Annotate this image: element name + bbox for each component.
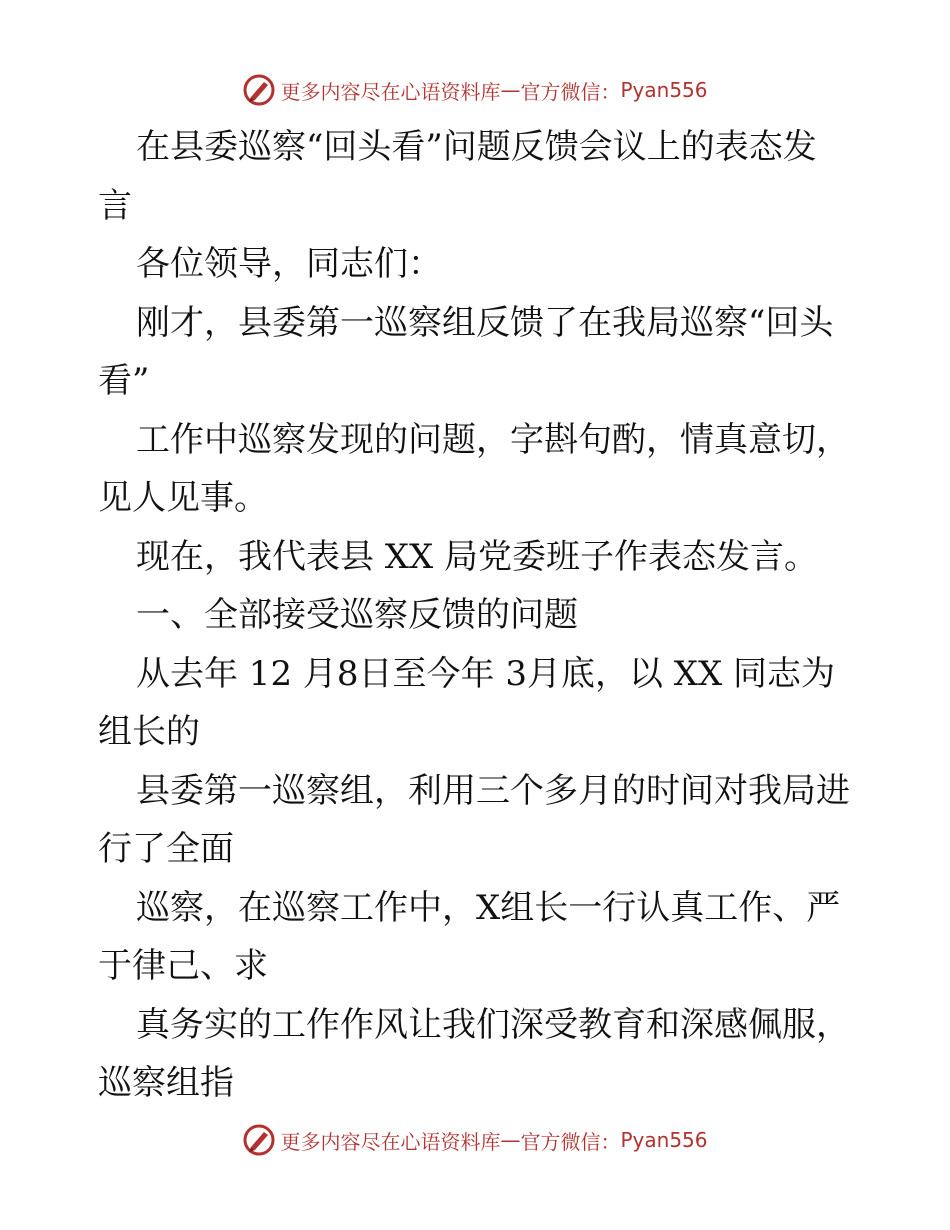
watermark-wechat-label: 官方微信： bbox=[520, 79, 621, 104]
footer-watermark bbox=[0, 1120, 950, 1160]
paragraph-line: 组长的 bbox=[98, 712, 200, 752]
paragraph-line: 于律己、求 bbox=[98, 946, 268, 986]
salutation: 各位领导，同志们： bbox=[136, 244, 442, 284]
pen-logo-icon bbox=[242, 1123, 276, 1157]
paragraph-line: 行了全面 bbox=[98, 829, 234, 869]
document-title-line-1: 在县委巡察“回头看”问题反馈会议上的表态发 bbox=[136, 127, 817, 167]
watermark-label: 更多内容尽在心语资料库 bbox=[280, 79, 501, 104]
watermark-separator: — bbox=[500, 78, 521, 102]
paragraph-line: 见人见事。 bbox=[98, 478, 268, 518]
paragraph-line: 巡察组指 bbox=[98, 1063, 234, 1103]
paragraph-line: 县委第一巡察组，利用三个多月的时间对我局进 bbox=[136, 770, 850, 811]
paragraph-line: 现在，我代表县 XX 局党委班子作表态发言。 bbox=[136, 536, 819, 577]
paragraph-line: 看” bbox=[98, 361, 150, 401]
watermark-separator: — bbox=[500, 1128, 521, 1152]
header-watermark bbox=[0, 70, 950, 110]
watermark-wechat-id: Pyan556 bbox=[620, 78, 708, 102]
watermark-label: 更多内容尽在心语资料库 bbox=[280, 1129, 501, 1154]
watermark-wechat-id: Pyan556 bbox=[620, 1128, 708, 1152]
document-title-line-2: 言 bbox=[98, 185, 132, 226]
pen-logo-icon bbox=[242, 73, 276, 107]
paragraph-line: 工作中巡察发现的问题，字斟句酌，情真意切， bbox=[136, 419, 850, 460]
paragraph-line: 从去年 12 月8日至今年 3月底，以 XX 同志为 bbox=[136, 653, 835, 694]
paragraph-line: 真务实的工作作风让我们深受教育和深感佩服， bbox=[136, 1004, 850, 1045]
section-heading: 一、全部接受巡察反馈的问题 bbox=[136, 595, 578, 635]
watermark-wechat-label: 官方微信： bbox=[520, 1129, 621, 1154]
document-body bbox=[98, 118, 858, 1113]
paragraph-line: 刚才，县委第一巡察组反馈了在我局巡察“回头 bbox=[136, 302, 834, 343]
paragraph-line: 巡察，在巡察工作中，X组长一行认真工作、严 bbox=[136, 887, 841, 928]
